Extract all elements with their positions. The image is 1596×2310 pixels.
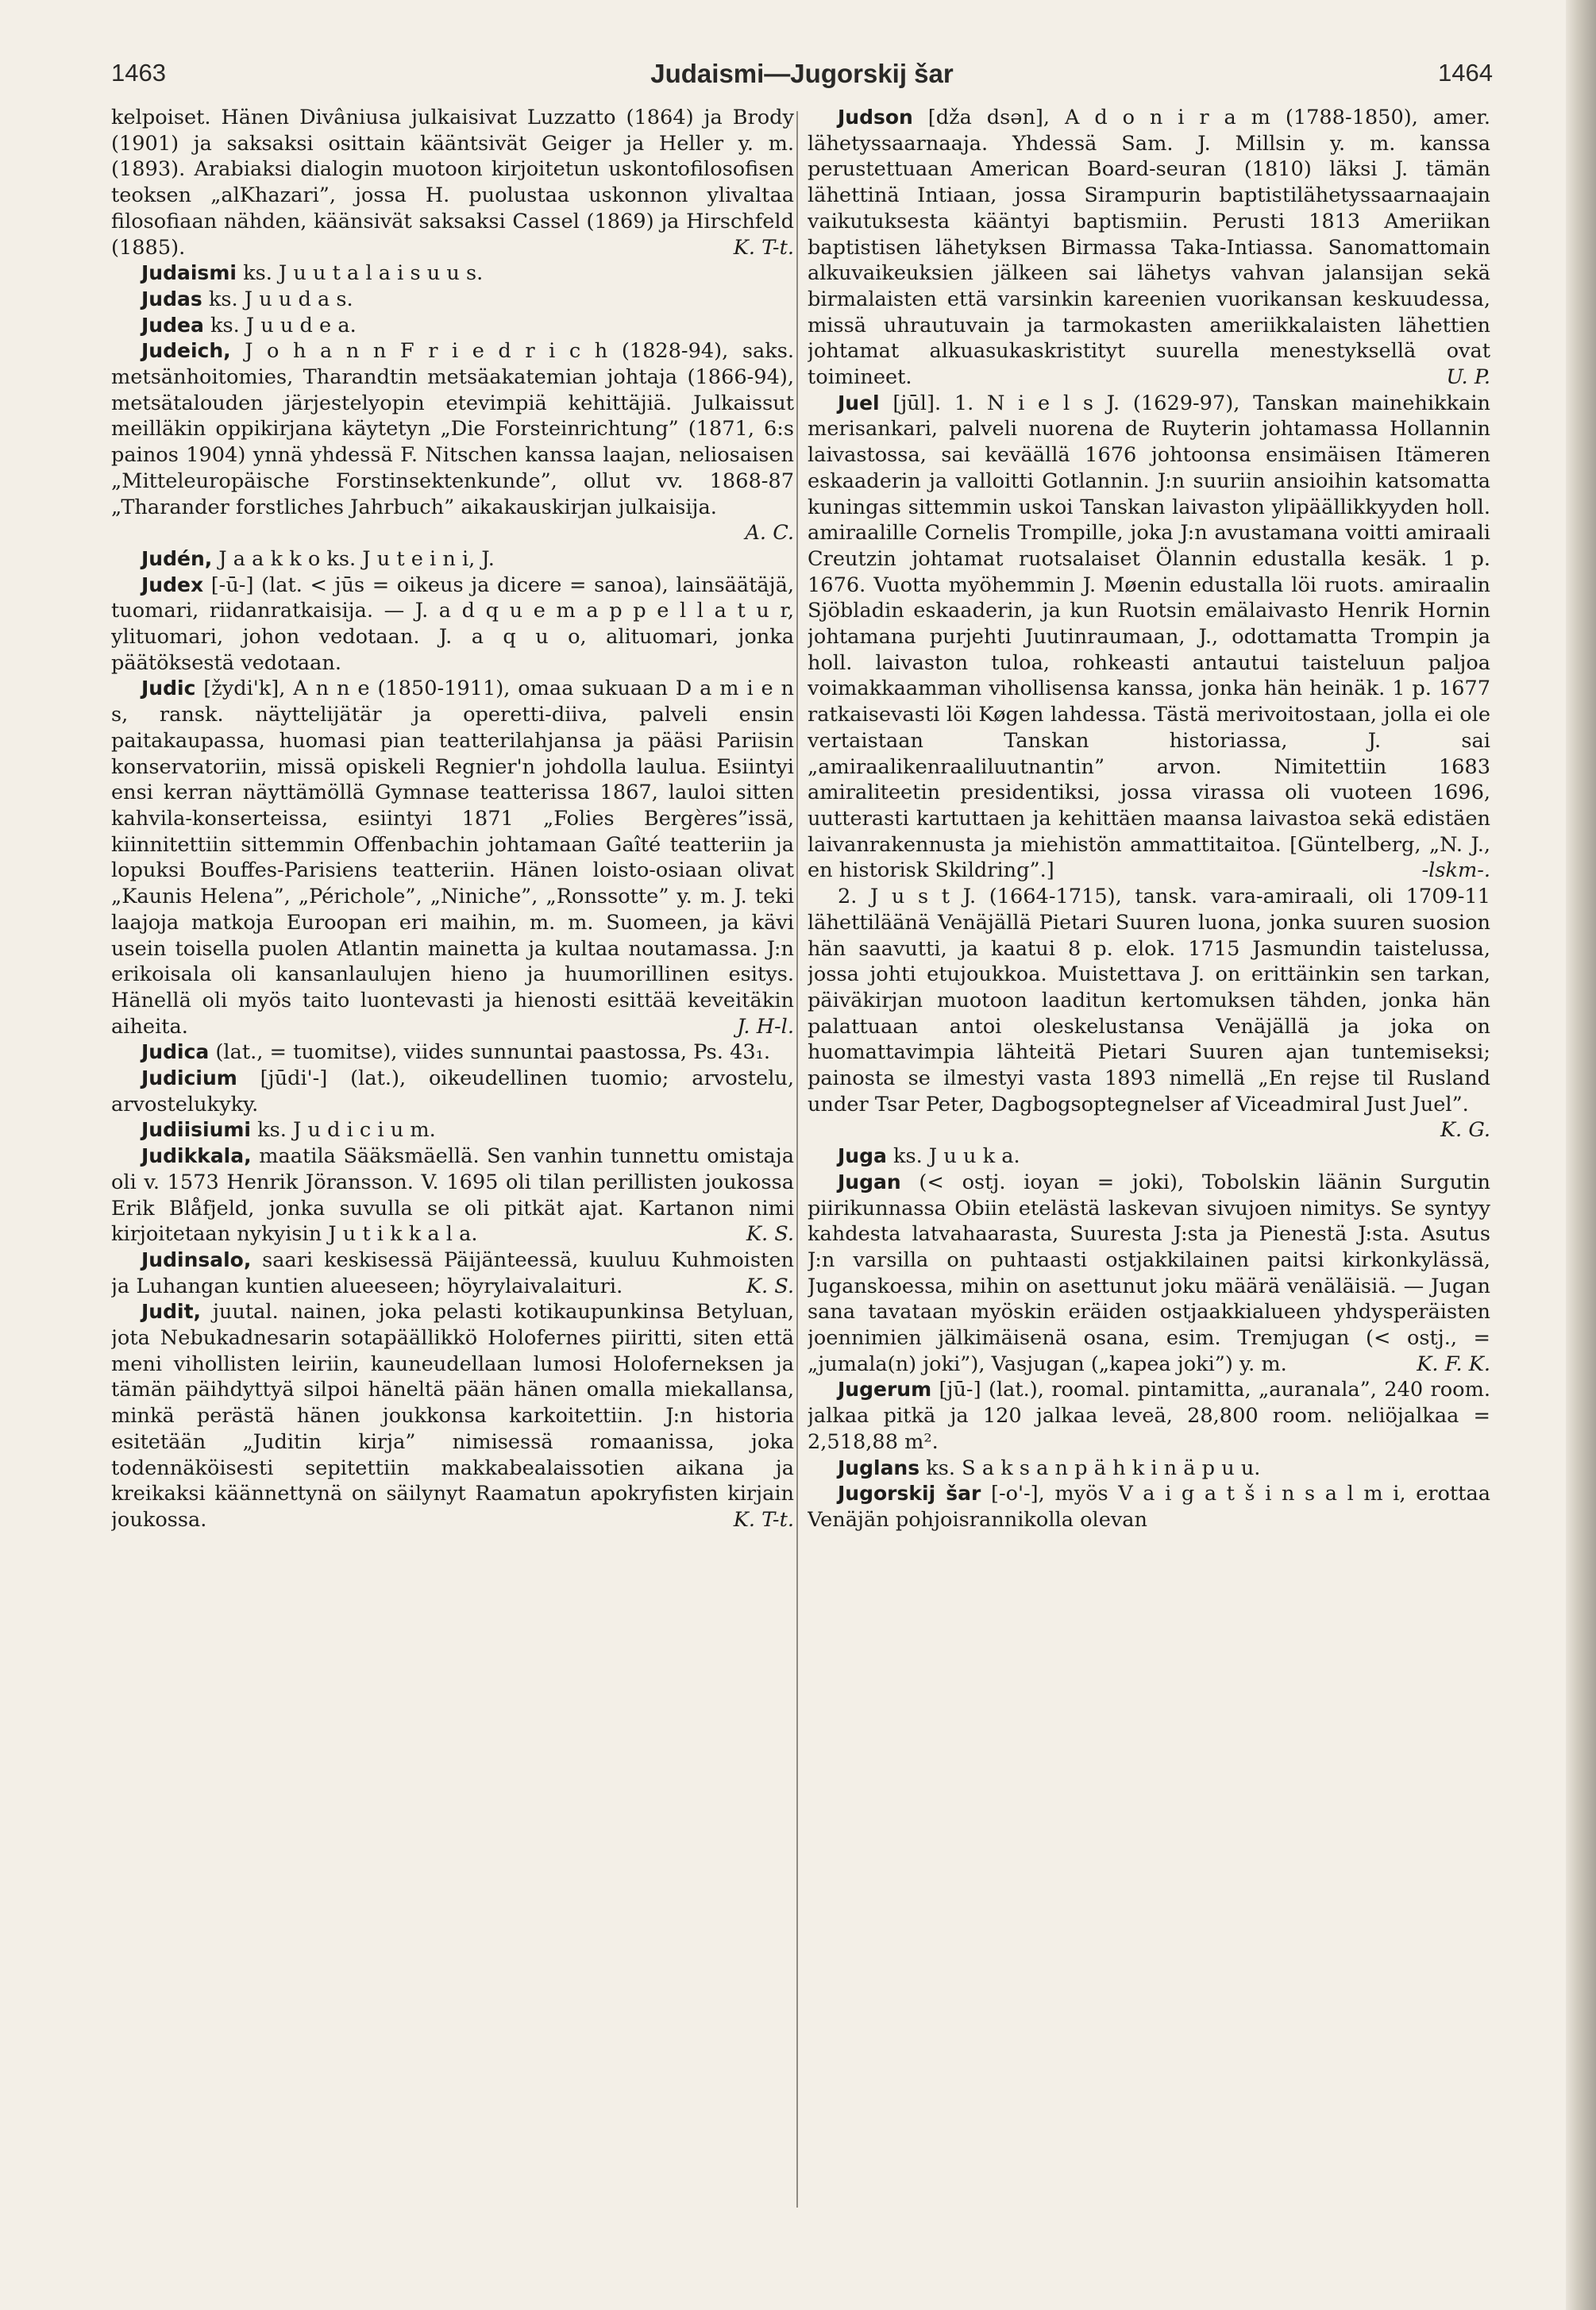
entry-text: ks. J u u t a l a i s u u s. <box>243 261 484 286</box>
dictionary-entry <box>111 573 794 677</box>
entry-text: [žydi'k], A n n e (1850-1911), omaa sukuaan D a m i e n s, ransk. näyttelijätär ja operetti-diiva, palveli ensin paitakaupassa, huomasi pian teatterilahjansa ja pääsi Pariisin konservatoriin, missä opiskeli Regnier'n johdolla laulua. Esiintyi ensi kerran näyttämöllä Gymnase teatterissa 1867, lauloi sitten kahvila-konserteissa, esiintyi 1871 „Folies Bergères”issä, kiinnitettiin sittemmin Offenbachin johtamaan Gaîté teatteriin ja lopuksi Bouffes-Parisiens teatteriin. Hänen loisto-osiaan olivat „Kaunis Helena”, „Périchole”, „Niniche”, „Ronssotte” y. m. J. teki laajoja matkoja Euroopan eri maihin, m. m. Suomeen, ja kävi usein toisella puolen Atlantin mainetta ja kultaa noutamassa. J:n erikoisala oli kansanlaulujen hieno ja huumorillinen esitys. Hänellä oli myös taito luontevasti ja hienosti esittää keveitäkin aiheita. <box>111 677 794 1039</box>
dictionary-entry <box>111 260 794 287</box>
dictionary-entry <box>111 1066 794 1117</box>
entry-text: J a a k k o ks. J u t e i n i, J. <box>218 546 495 571</box>
entry-headword: Judinsalo, <box>141 1248 252 1271</box>
dictionary-entry <box>808 1377 1490 1455</box>
dictionary-entry <box>111 105 794 260</box>
dictionary-entry <box>808 391 1490 884</box>
entry-headword: Judaismi <box>141 261 237 285</box>
entry-text: 2. J u s t J. (1664-1715), tansk. vara-amiraali, oli 1709-11 lähettiläänä Venäjällä Pietari Suuren luona, jonka suuren suosion hän saavutti, ja kaatui 8 p. elok. 1715 Jasmundin taistelussa, jossa johti etujoukkoa. Muistettava J. on erittäinkin sen tarkan, päiväkirjan muotoon laaditun kertomuksen tähden, jonka hän palattuaan antoi oleskelustansa Venäjällä ja joka on huomattavimpia lähteitä Pietari Suuren ajan tuntemiseksi; painosta se ilmestyi vasta 1893 nimellä „En rejse til Rusland under Tsar Peter, Dagbogsoptegnelser af Viceadmiral Just Juel”. <box>808 885 1490 1116</box>
page-edge-shadow <box>1566 0 1596 2310</box>
author-signature: K. S. <box>746 1222 794 1247</box>
entry-text: maatila Sääksmäellä. Sen vanhin tunnettu omistaja oli v. 1573 Henrik Jöransson. V. 1695 oli tilan perillisten joukossa Erik Blåfjeld, jonka suvulla se oli pitkät ajat. Kartanon nimi kirjoitetaan nykyisin J u t i k k a l a. <box>111 1144 794 1247</box>
dictionary-entry <box>111 676 794 1039</box>
dictionary-entry <box>808 1456 1490 1482</box>
entry-headword: Juglans <box>838 1456 920 1479</box>
entry-headword: Judic <box>141 677 196 700</box>
entry-headword: Jugerum <box>838 1378 932 1402</box>
dictionary-entry <box>808 884 1490 1143</box>
author-signature: K. T-t. <box>733 1507 794 1532</box>
left-column <box>111 105 794 2249</box>
author-signature: U. P. <box>1446 365 1490 390</box>
entry-text: [-o'-], myös V a i g a t š i n s a l m i, erottaa Venäjän pohjoisrannikolla olevan <box>808 1482 1490 1532</box>
entry-headword: Juel <box>838 391 880 415</box>
entry-text: juutal. nainen, joka pelasti kotikaupunkinsa Betyluan, jota Nebukadnesarin sotapäällikkö Holofernes piiritti, siten että meni vihollisten leiriin, kauneudellaan lumosi Holoferneksen ja tämän päihdyttyä silpoi häneltä pään hänen omalla miekallansa, minkä perästä hänen joukkonsa karkoitettiin. J:n historia esitetään „Juditin kirja” nimisessä romaanissa, joka todennäköisesti sepitettiin makkabealaissotien aikana ja kreikaksi käännettynä on säilynyt Raamatun apokryfisten kirjain joukossa. <box>111 1300 794 1532</box>
running-title: Judaismi—Jugorskij šar <box>650 59 954 88</box>
entry-headword: Judén, <box>141 546 213 570</box>
dictionary-entry <box>111 338 794 546</box>
dictionary-entry <box>111 287 794 313</box>
entry-headword: Judiisiumi <box>141 1118 252 1142</box>
entry-text: ks. S a k s a n p ä h k i n ä p u u. <box>926 1456 1261 1480</box>
dictionary-entry <box>808 105 1490 391</box>
entry-text: [jūl]. 1. N i e l s J. (1629-97), Tanskan mainehikkain merisankari, palveli nuorena de Ruyterin johtamassa Hollannin laivastossa, sai keväällä 1676 johtoonsa ensimäisen Itämeren eskaaderin ja valloitti Gotlannin. J:n suuriin ansioihin katsomatta kuningas sittemmin uskoi Tanskan laivaston ylipäällikkyyden holl. amiraalille Cornelis Trompille, joka J:n avustamana voitti amiraali Creutzin johtamat ruotsalaiset Ölannin edustalla kesäk. 1 p. 1676. Vuotta myöhemmin J. Møenin edustalla löi ruots. amiraalin Sjöbladin eskaaderin, ja kun Ruotsin emälaivasto Henrik Hornin johtamana purjehti Juutinraumaan, J., odottamatta Trompin ja holl. laivaston tuloa, rohkeasti antautui taisteluun paljoa voimakkaamman vihollisensa kanssa, jonka hän heinäk. 1 p. 1677 ratkaisevasti löi Køgen lahdessa. Tästä merivoitostaan, jolla ei ole vertaistaan Tanskan historiassa, J. sai „amiraalikenraaliluutnantin” arvon. Nimitettiin 1683 amiraliteetin presidentiksi, jossa virassa oli vuoteen 1696, uutterasti kartuttaen ja kehittäen maansa laivastoa sekä edistäen laivanrakennusta ja miehistön ammattitaitoa. [Güntelberg, „N. J., en historisk Skildring”.] <box>808 391 1490 883</box>
dictionary-entry <box>808 1170 1490 1378</box>
dictionary-entry <box>111 1117 794 1143</box>
dictionary-entry <box>111 546 794 573</box>
entry-text: ks. J u u d a s. <box>208 287 353 311</box>
entry-headword: Judas <box>141 287 202 310</box>
author-signature: K. S. <box>746 1274 794 1298</box>
entry-text: saari keskisessä Päijänteessä, kuuluu Kuhmoisten ja Luhangan kuntien alueeseen; höyrylaivalaituri. <box>111 1248 794 1298</box>
author-signature: J. H-l. <box>737 1014 794 1039</box>
entry-headword: Judikkala, <box>141 1144 252 1168</box>
entry-text: (< ostj. ioyan = joki), Tobolskin läänin Surgutin piirikunnassa Obiin etelästä laskevan sivujoen nimitys. Se syntyy kahdesta latvahaarasta, Suuresta J:sta ja Pienestä J:sta. Asutus J:n varsilla on puhtaasti ostjakkilainen paitsi kirkonkylässä, Juganskoessa, mihin on asettunut joku määrä venäläisiä. — Jugan sana tavataan myöskin eräiden ostjaakkialueen yhdysperäisten joennimien jälkimäisenä osana, esim. Tremjugan (< ostj., = „jumala(n) joki”), Vasjugan („kapea joki”) y. m. <box>808 1170 1490 1376</box>
entry-text: [jū-] (lat.), roomal. pintamitta, „auranala”, 240 room. jalkaa pitkä ja 120 jalkaa leveä, 28,800 room. neliöjalkaa = 2,518,88 m². <box>808 1378 1490 1454</box>
entry-headword: Jugorskij šar <box>838 1482 981 1506</box>
author-signature: K. F. K. <box>1417 1352 1490 1376</box>
dictionary-entry <box>111 313 794 339</box>
entry-text: kelpoiset. Hänen Divâniusa julkaisivat Luzzatto (1864) ja Brody (1901) ja saksaksi osittain kääntsivät Geiger ja Heller y. m. (1893). Arabiaksi dialogin muotoon kirjoitetun uskontofilosofisen teoksen „alKhazari”, jossa H. puolustaa uskonnon ylivaltaa filosofiaan nähden, käänsivät saksaksi Cassel (1869) ja Hirschfeld (1885). <box>111 106 794 260</box>
author-signature: A. C. <box>745 521 794 546</box>
entry-text: [dža dsən], A d o n i r a m (1788-1850), amer. lähetyssaarnaaja. Yhdessä Sam. J. Millsin y. m. kanssa perustettuaan American Board-seuran (1810) läksi J. tämän lähettinä Intiaan, jossa Sirampurin baptistilähetyssaarnaajain vaikutuksesta kääntyi baptismiin. Perusti 1813 Ameriikan baptistisen lähetyksen Birmassa Taka-Intiassa. Sanomattomain alkuvaikeuksien jälkeen sai lähetys vahvan jalansijan sekä birmalaisten että varsinkin kareenien vuorikansan keskuudessa, missä uhrautuvain ja tarmokasten ameriikkalaisten lähettien johtamat alkuasukaskristityt suurella menestyksellä ovat toimineet. <box>808 106 1490 390</box>
dictionary-entry <box>111 1248 794 1299</box>
dictionary-entry <box>808 1481 1490 1533</box>
page-number-right: 1464 <box>1438 59 1493 87</box>
author-signature: K. G. <box>1440 1118 1490 1143</box>
right-column <box>808 105 1490 2249</box>
author-signature: -lskm-. <box>1421 858 1490 883</box>
author-signature: K. T-t. <box>733 235 794 260</box>
entry-text: (lat., = tuomitse), viides sunnuntai paastossa, Ps. 43₁. <box>215 1040 771 1065</box>
dictionary-entry <box>111 1299 794 1533</box>
page-number-left: 1463 <box>111 59 166 87</box>
entry-text: ks. J u u k a. <box>893 1144 1020 1169</box>
entry-headword: Judit, <box>141 1300 202 1324</box>
entry-text: [jūdi'-] (lat.), oikeudellinen tuomio; arvostelu, arvostelukyky. <box>111 1066 794 1116</box>
dictionary-entry <box>111 1143 794 1248</box>
entry-headword: Judson <box>838 106 913 129</box>
dictionary-entry <box>808 1143 1490 1170</box>
entry-headword: Judea <box>141 313 204 337</box>
entry-text: ks. J u d i c i u m. <box>257 1118 436 1143</box>
entry-headword: Judeich, <box>141 339 231 363</box>
entry-headword: Judicium <box>141 1066 237 1090</box>
entry-headword: Juga <box>838 1144 887 1168</box>
page-header <box>111 59 1493 98</box>
entry-text: ks. J u u d e a. <box>210 313 357 337</box>
entry-headword: Judex <box>141 573 204 596</box>
dictionary-entry <box>111 1039 794 1066</box>
entry-text: [-ū-] (lat. < jūs = oikeus ja dicere = sanoa), lainsäätäjä, tuomari, riidanratkaisija. — J. a d q u e m a p p e l l a t u r, ylituomari, johon vedotaan. J. a q u o, alituomari, jonka päätöksestä vedotaan. <box>111 573 794 675</box>
entry-text: J o h a n n F r i e d r i c h (1828-94), saks. metsänhoitomies, Tharandtin metsäakatemian johtaja (1866-94), metsätalouden järjestelyopin etevimpiä kehittäjiä. Julkaissut meilläkin oppikirjana käytetyn „Die Forsteinrichtung” (1871, 6:s painos 1904) ynnä yhdessä F. Nitschen kanssa laajan, neliosaisen „Mitteleuropäische Forstinsektenkunde”, ollut vv. 1868-87 „Tharander forstliches Jahrbuch” aikakauskirjan julkaisija. <box>111 339 794 519</box>
column-divider <box>796 111 798 2208</box>
entry-headword: Judica <box>141 1040 210 1064</box>
entry-headword: Jugan <box>838 1170 901 1194</box>
